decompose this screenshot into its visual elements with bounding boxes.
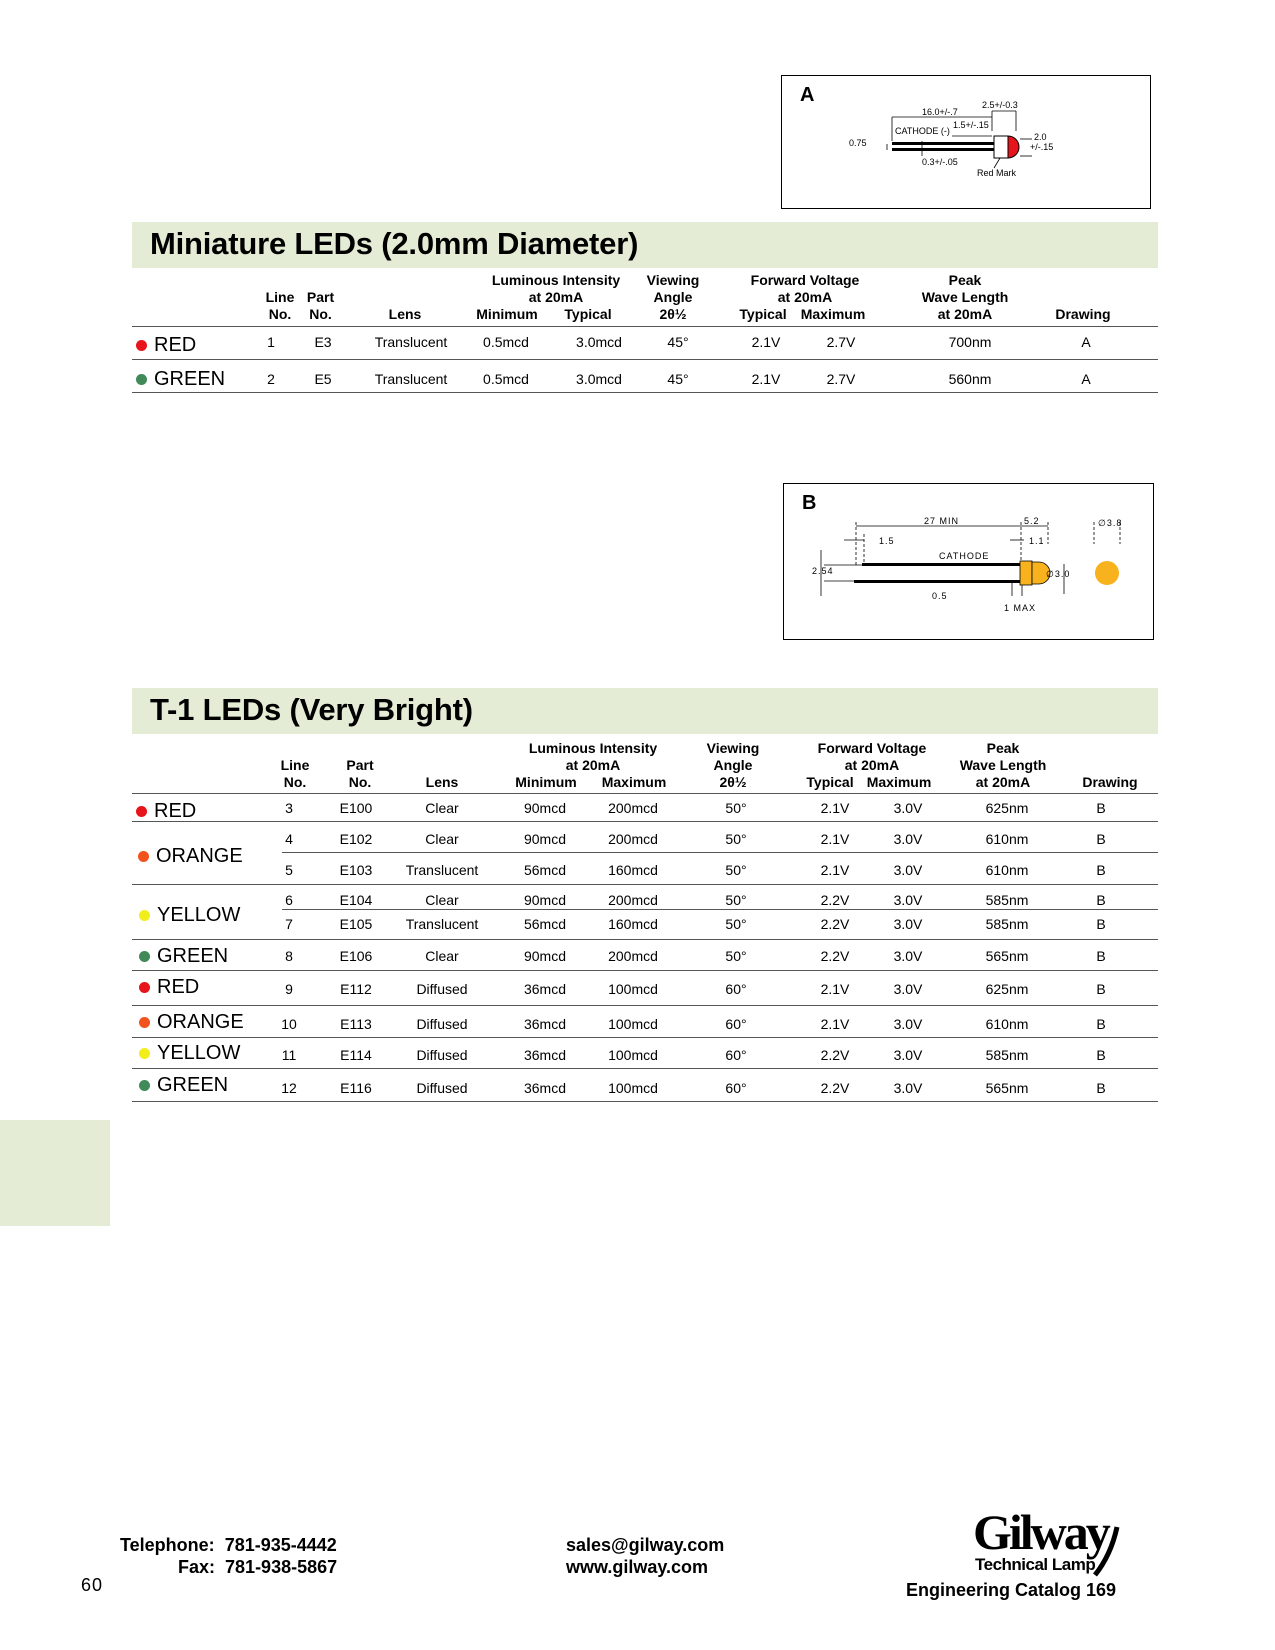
s2-header-drawing: Drawing: [1082, 774, 1138, 790]
s2-rule-2: [282, 852, 1158, 853]
led-a-leads: [892, 142, 994, 145]
dim-b-length: 27 MIN: [924, 516, 960, 526]
s2-rule-3: [132, 884, 1158, 885]
s1-header-drawing: Drawing: [1055, 306, 1111, 322]
s1-header-lens: Lens: [388, 306, 422, 322]
led-color-dot: [139, 982, 150, 993]
logo-subtitle: Technical Lamp: [975, 1555, 1096, 1574]
s2-header-lum-max: Maximum: [601, 774, 667, 790]
led-color-dot: [139, 1017, 150, 1028]
dim-a-red-mark: Red Mark: [977, 168, 1017, 178]
dim-b-cap: 5.2: [1024, 516, 1040, 526]
led-color-dot: [136, 806, 147, 817]
s2-header-lens: Lens: [425, 774, 459, 790]
section1-title-band: [132, 222, 1158, 268]
drawing-a: [781, 75, 1151, 209]
dim-a-dia-bot: +/-.15: [1030, 142, 1054, 152]
s2-header-lum-min: Minimum: [515, 774, 577, 790]
s2-header-fv-typ: Typical: [806, 774, 854, 790]
s2-rule-10: [132, 1101, 1158, 1102]
s2-rule-4: [282, 909, 1158, 910]
s1-header-peak: Peak Wave Length at 20mA: [921, 272, 1009, 322]
s1-header-line: Line No.: [265, 289, 295, 322]
led-a-body: [994, 136, 1008, 158]
side-tab: [0, 1120, 110, 1226]
s1-header-fv-typ: Typical: [739, 306, 787, 322]
drawing-b-letter: B: [802, 492, 817, 514]
s2-color-green-1: GREEN: [139, 945, 228, 968]
s2-header-luminous: Luminous Intensity at 20mA: [528, 740, 658, 773]
catalog-title: Engineering Catalog 169: [906, 1580, 1117, 1600]
dim-a-lead: 1.5+/-.15: [953, 120, 989, 130]
s2-rule-6: [132, 970, 1158, 971]
footer-email[interactable]: sales@gilway.com: [566, 1535, 725, 1555]
led-b-top-view: [1095, 561, 1119, 585]
drawing-a-diagram: [782, 76, 1150, 208]
led-color-dot: [139, 910, 150, 921]
s2-header-line: Line No.: [280, 757, 310, 790]
s2-rule-8: [132, 1037, 1158, 1038]
s2-rule-1: [132, 821, 1158, 822]
dim-b-flange: 1.1: [1029, 536, 1045, 546]
s1-header-luminous: Luminous Intensity at 20mA: [491, 272, 621, 305]
s1-row1-color: RED: [136, 334, 196, 357]
dim-a-cathode: CATHODE (-): [895, 126, 950, 136]
s1-row2-color: GREEN: [136, 368, 225, 391]
led-color-dot: [138, 851, 149, 862]
led-b-leads: [862, 563, 1022, 566]
dim-b-body: ∅3.0: [1046, 569, 1071, 579]
gilway-logo: [973, 1504, 1133, 1579]
s2-header-peak: Peak Wave Length at 20mA: [959, 740, 1047, 790]
s1-header-forward-voltage: Forward Voltage at 20mA: [750, 272, 860, 305]
section2-title: T-1 LEDs (Very Bright): [150, 692, 473, 727]
s2-color-yellow-1: YELLOW: [139, 904, 240, 927]
drawing-b-diagram: [784, 484, 1153, 639]
led-color-dot: [136, 374, 147, 385]
led-color-dot: [139, 1048, 150, 1059]
dim-b-wire: 0.5: [932, 591, 948, 601]
drawing-b: [783, 483, 1154, 640]
page-number: 60: [81, 1575, 104, 1595]
s2-rule-9: [132, 1068, 1158, 1069]
s2-header-forward-voltage: Forward Voltage at 20mA: [817, 740, 927, 773]
s1-header-viewing: Viewing Angle 2θ½: [646, 272, 700, 322]
s2-header-fv-max: Maximum: [866, 774, 932, 790]
footer-fax: Fax: 781-938-5867: [178, 1557, 338, 1577]
s1-header-lum-typ: Typical: [564, 306, 612, 322]
s2-color-orange-2: ORANGE: [139, 1011, 244, 1034]
section2-title-band: [132, 688, 1158, 734]
led-color-dot: [139, 1080, 150, 1091]
dim-a-dia-top: 2.0: [1034, 132, 1047, 142]
s2-color-red-1: RED: [136, 800, 196, 823]
dim-a-length: 16.0+/-.7: [922, 107, 958, 117]
dim-b-cathode: CATHODE: [939, 551, 990, 561]
s1-rule-2: [132, 392, 1158, 393]
s1-header-fv-max: Maximum: [800, 306, 866, 322]
dim-b-pitch: 2.54: [812, 566, 834, 576]
s2-header-part: Part No.: [346, 757, 374, 790]
s2-rule-header: [132, 793, 1158, 794]
dim-b-offset: 1.5: [879, 536, 895, 546]
s2-rule-5: [132, 939, 1158, 940]
logo-swoosh: [1085, 1525, 1125, 1585]
s2-color-green-2: GREEN: [139, 1074, 228, 1097]
s1-header-part: Part No.: [306, 289, 335, 322]
led-color-dot: [136, 340, 147, 351]
footer-website[interactable]: www.gilway.com: [566, 1557, 709, 1577]
s2-rule-7: [132, 1005, 1158, 1006]
led-a-red-dome: [1008, 136, 1019, 158]
led-b-body: [1020, 561, 1032, 585]
footer-telephone: Telephone: 781-935-4442: [120, 1535, 337, 1555]
section1-title: Miniature LEDs (2.0mm Diameter): [150, 226, 639, 261]
s2-color-orange-1: ORANGE: [138, 845, 243, 868]
dim-a-wire: 0.3+/-.05: [922, 157, 958, 167]
dim-b-dia: ∅3.8: [1098, 518, 1123, 528]
led-color-dot: [139, 951, 150, 962]
dim-a-cap: 2.5+/-0.3: [982, 100, 1018, 110]
s2-color-yellow-2: YELLOW: [139, 1042, 240, 1065]
s2-color-red-2: RED: [139, 976, 199, 999]
s1-rule-1: [132, 359, 1158, 360]
drawing-a-letter: A: [800, 84, 815, 106]
s1-rule-header: [132, 326, 1158, 327]
dim-b-max: 1 MAX: [1004, 603, 1037, 613]
s1-header-lum-min: Minimum: [476, 306, 538, 322]
dim-a-pitch: 0.75: [849, 138, 867, 148]
logo-wordmark: Gilway: [973, 1504, 1108, 1560]
s2-header-viewing: Viewing Angle 2θ½: [706, 740, 760, 790]
